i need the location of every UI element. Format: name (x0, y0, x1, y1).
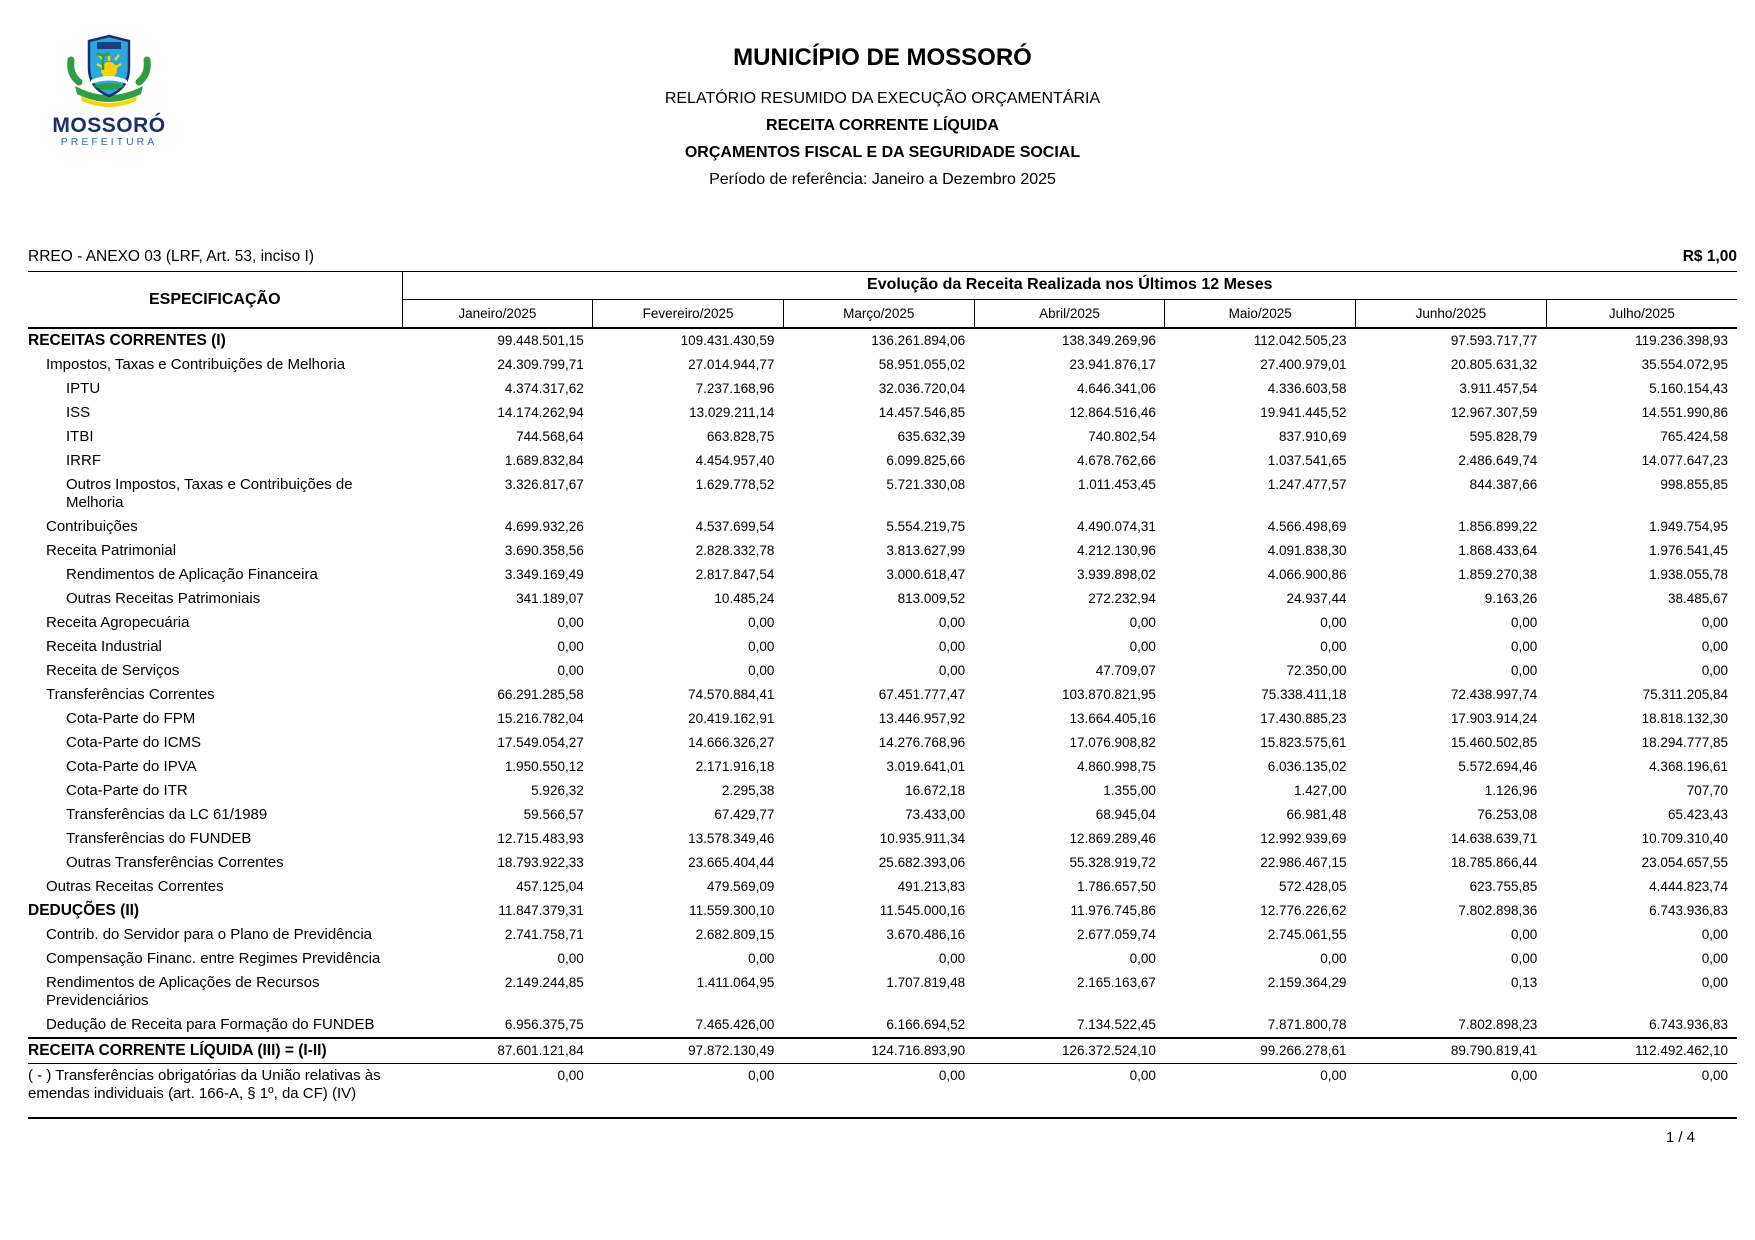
report-header (28, 28, 1737, 196)
value-cell: 66.291.285,58 (497, 687, 584, 702)
value-cell: 4.374.317,62 (504, 381, 584, 396)
value-cell: 1.629.778,52 (695, 477, 775, 492)
value-cell: 66.981,48 (1286, 807, 1347, 822)
value-cell: 7.802.898,36 (1458, 903, 1538, 918)
value-cell: 2.828.332,78 (695, 543, 775, 558)
value-cell: 9.163,26 (1484, 591, 1538, 606)
annex-label: RREO - ANEXO 03 (LRF, Art. 53, inciso I) (28, 248, 314, 265)
value-cell: 1.938.055,78 (1649, 567, 1728, 582)
row-label: Cota-Parte do ICMS (66, 734, 202, 751)
value-cell: 12.992.939,69 (1260, 831, 1347, 846)
value-cell: 99.448.501,15 (497, 333, 584, 348)
value-cell: 0,00 (1546, 1064, 1737, 1119)
value-cell: 2.295,38 (721, 783, 775, 798)
value-cell: 2.165.163,67 (1077, 975, 1156, 990)
value-cell: 15.216.782,04 (497, 711, 584, 726)
table-row (28, 659, 1737, 683)
month-column-header: Julho/2025 (1546, 300, 1737, 329)
title-block (28, 28, 1737, 193)
value-cell: 4.336.603,58 (1267, 381, 1347, 396)
page-number: 1 / 4 (1665, 1129, 1695, 1146)
value-cell: 0,00 (557, 639, 584, 654)
table-row (28, 539, 1737, 563)
row-label: IRRF (66, 452, 101, 469)
value-cell: 6.036.135,02 (1267, 759, 1347, 774)
value-cell: 11.976.745,86 (1070, 903, 1156, 918)
row-label: Dedução de Receita para Formação do FUNDEB (46, 1016, 375, 1033)
row-label: Cota-Parte do IPVA (66, 758, 197, 775)
value-cell: 5.926,32 (531, 783, 584, 798)
value-cell: 1.868.433,64 (1458, 543, 1538, 558)
value-cell: 7.237.168,96 (695, 381, 775, 396)
table-row (28, 515, 1737, 539)
value-cell: 1.689.832,84 (504, 453, 584, 468)
value-cell: 7.134.522,45 (1077, 1017, 1156, 1032)
value-cell: 112.492.462,10 (1546, 1038, 1737, 1064)
value-cell: 35.554.072,95 (1641, 357, 1728, 372)
value-cell: 73.433,00 (905, 807, 966, 822)
value-cell: 68.945,04 (1095, 807, 1156, 822)
value-cell: 55.328.919,72 (1069, 855, 1156, 870)
table-row (28, 635, 1737, 659)
value-cell: 0,00 (1510, 639, 1538, 654)
value-cell: 10.709.310,40 (1641, 831, 1728, 846)
value-cell: 2.741.758,71 (504, 927, 584, 942)
value-cell: 1.011.453,45 (1078, 477, 1156, 492)
value-cell: 38.485,67 (1667, 591, 1728, 606)
value-cell: 0,00 (1510, 615, 1538, 630)
value-cell: 0,00 (593, 1064, 784, 1119)
value-cell: 124.716.893,90 (783, 1038, 974, 1064)
value-cell: 3.019.641,01 (886, 759, 966, 774)
value-cell: 3.349.169,49 (504, 567, 584, 582)
value-cell: 126.372.524,10 (974, 1038, 1165, 1064)
table-row (28, 755, 1737, 779)
row-label: DEDUÇÕES (II) (28, 902, 140, 919)
table-row (28, 587, 1737, 611)
value-cell: 0,00 (1701, 927, 1728, 942)
value-cell: 87.601.121,84 (402, 1038, 593, 1064)
value-cell: 18.793.922,33 (497, 855, 584, 870)
value-cell: 1.949.754,95 (1649, 519, 1728, 534)
value-cell: 2.745.061,55 (1267, 927, 1347, 942)
value-cell: 27.014.944,77 (688, 357, 775, 372)
value-cell: 14.666.326,27 (688, 735, 775, 750)
currency-unit-label: R$ 1,00 (1682, 248, 1737, 265)
table-row (28, 683, 1737, 707)
row-label: Receita Patrimonial (46, 542, 177, 559)
value-cell: 99.266.278,61 (1165, 1038, 1356, 1064)
value-cell: 3.939.898,02 (1077, 567, 1156, 582)
row-label: Impostos, Taxas e Contribuições de Melhoria (46, 356, 346, 373)
value-cell: 11.545.000,16 (879, 903, 966, 918)
value-cell: 0,00 (557, 951, 584, 966)
value-cell: 14.551.990,86 (1641, 405, 1728, 420)
value-cell: 707,70 (1686, 783, 1728, 798)
city-logo (44, 30, 174, 149)
value-cell: 2.171.916,18 (695, 759, 775, 774)
value-cell: 0,00 (1510, 663, 1538, 678)
value-cell: 13.578.349,46 (688, 831, 775, 846)
value-cell: 25.682.393,06 (878, 855, 966, 870)
month-column-header: Abril/2025 (974, 300, 1165, 329)
row-label: RECEITAS CORRENTES (I) (28, 332, 226, 349)
table-row (28, 803, 1737, 827)
row-label: Transferências da LC 61/1989 (66, 806, 268, 823)
value-cell: 1.786.657,50 (1077, 879, 1156, 894)
value-cell: 13.029.211,14 (689, 405, 775, 420)
value-cell: 491.213,83 (897, 879, 966, 894)
value-cell: 1.859.270,38 (1458, 567, 1538, 582)
logo-city-name: MOSSORÓ (52, 114, 166, 137)
row-label: IPTU (66, 380, 101, 397)
value-cell: 72.438.997,74 (1450, 687, 1538, 702)
value-cell: 0,00 (1701, 663, 1728, 678)
value-cell: 663.828,75 (706, 429, 775, 444)
value-cell: 0,00 (938, 615, 966, 630)
table-row (28, 563, 1737, 587)
value-cell: 0,00 (1129, 951, 1156, 966)
row-label: Contrib. do Servidor para o Plano de Previdência (46, 926, 373, 943)
value-cell: 0,00 (402, 1064, 593, 1119)
value-cell: 103.870.821,95 (1062, 687, 1156, 702)
table-row (28, 328, 1737, 353)
value-cell: 75.338.411,18 (1261, 687, 1347, 702)
reference-period: Período de referência: Janeiro a Dezembro 2025 (709, 171, 1056, 188)
value-cell: 22.986.467,15 (1260, 855, 1347, 870)
table-row (28, 1038, 1737, 1064)
value-cell: 0,00 (1320, 639, 1347, 654)
value-cell: 17.549.054,27 (497, 735, 584, 750)
revenue-evolution-table (28, 271, 1737, 1119)
table-header-row-group (28, 272, 1737, 300)
value-cell: 18.785.866,44 (1450, 855, 1538, 870)
value-cell: 17.430.885,23 (1260, 711, 1347, 726)
value-cell: 74.570.884,41 (688, 687, 775, 702)
month-column-header: Janeiro/2025 (402, 300, 593, 329)
month-column-header: Maio/2025 (1165, 300, 1356, 329)
row-label: ISS (66, 404, 91, 421)
value-cell: 0,00 (938, 639, 966, 654)
value-cell: 0,00 (557, 663, 584, 678)
row-label: Outras Receitas Patrimoniais (66, 590, 261, 607)
value-cell: 1.037.541,65 (1267, 453, 1347, 468)
value-cell: 4.646.341,06 (1077, 381, 1156, 396)
value-cell: 24.937,44 (1286, 591, 1347, 606)
value-cell: 740.802,54 (1088, 429, 1156, 444)
page-title: MUNICÍPIO DE MOSSORÓ (733, 44, 1032, 71)
value-cell: 0,00 (974, 1064, 1165, 1119)
report-subtitle-2: ORÇAMENTOS FISCAL E DA SEGURIDADE SOCIAL (684, 144, 1081, 161)
value-cell: 7.871.800,78 (1267, 1017, 1347, 1032)
table-row (28, 947, 1737, 971)
value-cell: 0,00 (1701, 615, 1728, 630)
value-cell: 14.457.546,85 (878, 405, 966, 420)
value-cell: 1.707.819,48 (886, 975, 966, 990)
month-column-header: Fevereiro/2025 (593, 300, 784, 329)
value-cell: 7.802.898,23 (1458, 1017, 1538, 1032)
report-title: RELATÓRIO RESUMIDO DA EXECUÇÃO ORÇAMENTÁRIA (664, 90, 1101, 107)
row-label: Cota-Parte do ITR (66, 782, 188, 799)
value-cell: 17.076.908,82 (1069, 735, 1156, 750)
value-cell: 12.864.516,46 (1069, 405, 1156, 420)
value-cell: 0,00 (1701, 951, 1728, 966)
value-cell: 11.847.379,31 (498, 903, 584, 918)
value-cell: 58.951.055,02 (878, 357, 966, 372)
value-cell: 1.856.899,22 (1458, 519, 1538, 534)
value-cell: 4.091.838,30 (1267, 543, 1347, 558)
value-cell: 18.294.777,85 (1641, 735, 1728, 750)
row-label: Outras Receitas Correntes (46, 878, 224, 895)
value-cell: 3.326.817,67 (504, 477, 584, 492)
value-cell: 813.009,52 (897, 591, 966, 606)
value-cell: 18.818.132,30 (1641, 711, 1728, 726)
value-cell: 97.872.130,49 (593, 1038, 784, 1064)
value-cell: 998.855,85 (1660, 477, 1728, 492)
table-row (28, 827, 1737, 851)
value-cell: 0,00 (748, 639, 775, 654)
value-cell: 1.126,96 (1484, 783, 1538, 798)
value-cell: 20.419.162,91 (688, 711, 775, 726)
value-cell: 4.860.998,75 (1077, 759, 1156, 774)
report-subtitle-1: RECEITA CORRENTE LÍQUIDA (766, 117, 999, 134)
value-cell: 89.790.819,41 (1356, 1038, 1547, 1064)
value-cell: 4.678.762,66 (1077, 453, 1156, 468)
row-label: Transferências do FUNDEB (66, 830, 252, 847)
row-label: ( - ) Transferências obrigatórias da União relativas às emendas individuais (art. 166-A, § 1º, da CF) (IV) (28, 1064, 402, 1119)
value-cell: 635.632,39 (897, 429, 966, 444)
value-cell: 11.559.300,10 (689, 903, 775, 918)
row-label: Receita Agropecuária (46, 614, 190, 631)
value-cell: 24.309.799,71 (497, 357, 584, 372)
value-cell: 1.950.550,12 (504, 759, 584, 774)
value-cell: 0,00 (1510, 927, 1538, 942)
value-cell: 272.232,94 (1088, 591, 1156, 606)
value-cell: 12.776.226,62 (1260, 903, 1347, 918)
row-label: Cota-Parte do FPM (66, 710, 196, 727)
table-row (28, 707, 1737, 731)
value-cell: 17.903.914,24 (1450, 711, 1538, 726)
value-cell: 0,00 (1701, 975, 1728, 990)
value-cell: 844.387,66 (1469, 477, 1538, 492)
value-cell: 4.444.823,74 (1649, 879, 1728, 894)
logo-subtitle: PREFEITURA (60, 136, 158, 148)
value-cell: 76.253,08 (1477, 807, 1538, 822)
table-row (28, 473, 1737, 515)
value-cell: 67.429,77 (714, 807, 775, 822)
value-cell: 119.236.398,93 (1635, 333, 1728, 348)
value-cell: 1.976.541,45 (1649, 543, 1728, 558)
value-cell: 765.424,58 (1660, 429, 1728, 444)
value-cell: 4.537.699,54 (695, 519, 775, 534)
table-row (28, 1013, 1737, 1038)
table-row (28, 851, 1737, 875)
spec-column-header: ESPECIFICAÇÃO (28, 272, 402, 329)
value-cell: 0,00 (1129, 615, 1156, 630)
value-cell: 19.941.445,52 (1260, 405, 1347, 420)
table-row (28, 875, 1737, 899)
table-row (28, 779, 1737, 803)
value-cell: 0,00 (1320, 951, 1347, 966)
value-cell: 744.568,64 (516, 429, 584, 444)
value-cell: 0,00 (938, 663, 966, 678)
table-row (28, 971, 1737, 1013)
value-cell: 2.486.649,74 (1458, 453, 1538, 468)
value-cell: 20.805.631,32 (1450, 357, 1538, 372)
row-label: Outros Impostos, Taxas e Contribuições de Melhoria (66, 476, 353, 511)
value-cell: 12.869.289,46 (1069, 831, 1156, 846)
value-cell: 4.066.900,86 (1267, 567, 1347, 582)
value-cell: 5.572.694,46 (1458, 759, 1538, 774)
value-cell: 12.967.307,59 (1450, 405, 1538, 420)
table-row (28, 611, 1737, 635)
value-cell: 2.677.059,74 (1077, 927, 1156, 942)
table-row (28, 923, 1737, 947)
table-row (28, 731, 1737, 755)
value-cell: 623.755,85 (1469, 879, 1538, 894)
mossoro-crest-icon (57, 30, 161, 116)
row-label: Rendimentos de Aplicação Financeira (66, 566, 318, 583)
value-cell: 4.454.957,40 (695, 453, 775, 468)
value-cell: 0,00 (748, 615, 775, 630)
value-cell: 14.276.768,96 (878, 735, 966, 750)
value-cell: 72.350,00 (1286, 663, 1347, 678)
value-cell: 3.000.618,47 (886, 567, 966, 582)
value-cell: 0,13 (1510, 975, 1538, 990)
value-cell: 75.311.205,84 (1642, 687, 1728, 702)
row-label: RECEITA CORRENTE LÍQUIDA (III) = (I-II) (28, 1038, 402, 1064)
value-cell: 2.159.364,29 (1267, 975, 1347, 990)
table-row (28, 1064, 1737, 1119)
value-cell: 595.828,79 (1469, 429, 1538, 444)
value-cell: 13.664.405,16 (1069, 711, 1156, 726)
value-cell: 4.212.130,96 (1077, 543, 1156, 558)
value-cell: 1.355,00 (1103, 783, 1156, 798)
table-meta-row (28, 248, 1737, 271)
value-cell: 572.428,05 (1278, 879, 1347, 894)
value-cell: 2.149.244,85 (504, 975, 584, 990)
value-cell: 23.941.876,17 (1069, 357, 1156, 372)
row-label: Receita Industrial (46, 638, 162, 655)
value-cell: 6.956.375,75 (504, 1017, 584, 1032)
value-cell: 16.672,18 (905, 783, 966, 798)
value-cell: 12.715.483,93 (497, 831, 584, 846)
value-cell: 4.368.196,61 (1649, 759, 1728, 774)
value-cell: 97.593.717,77 (1450, 333, 1538, 348)
value-cell: 14.077.647,23 (1641, 453, 1728, 468)
value-cell: 3.813.627,99 (886, 543, 966, 558)
value-cell: 6.099.825,66 (886, 453, 966, 468)
value-cell: 0,00 (748, 951, 775, 966)
value-cell: 1.427,00 (1293, 783, 1347, 798)
value-cell: 15.460.502,85 (1450, 735, 1538, 750)
value-cell: 837.910,69 (1278, 429, 1347, 444)
value-cell: 4.699.932,26 (504, 519, 584, 534)
value-cell: 5.554.219,75 (886, 519, 966, 534)
value-cell: 479.569,09 (706, 879, 775, 894)
value-cell: 4.490.074,31 (1077, 519, 1156, 534)
value-cell: 1.411.064,95 (696, 975, 775, 990)
value-cell: 457.125,04 (516, 879, 584, 894)
table-row (28, 353, 1737, 377)
value-cell: 6.166.694,52 (886, 1017, 966, 1032)
value-cell: 27.400.979,01 (1260, 357, 1347, 372)
value-cell: 6.743.936,83 (1649, 1017, 1728, 1032)
value-cell: 4.566.498,69 (1267, 519, 1347, 534)
evolution-group-header: Evolução da Receita Realizada nos Últimos 12 Meses (402, 272, 1737, 300)
value-cell: 3.911.457,54 (1459, 381, 1538, 396)
value-cell: 14.638.639,71 (1450, 831, 1538, 846)
value-cell: 0,00 (1165, 1064, 1356, 1119)
row-label: Transferências Correntes (46, 686, 215, 703)
value-cell: 109.431.430,59 (680, 333, 775, 348)
row-label: Contribuições (46, 518, 138, 535)
value-cell: 0,00 (748, 663, 775, 678)
value-cell: 10.935.911,34 (879, 831, 966, 846)
value-cell: 136.261.894,06 (871, 333, 966, 348)
value-cell: 0,00 (1129, 639, 1156, 654)
row-label: Outras Transferências Correntes (66, 854, 284, 871)
row-label: Compensação Financ. entre Regimes Previdência (46, 950, 381, 967)
month-column-header: Junho/2025 (1356, 300, 1547, 329)
value-cell: 0,00 (1356, 1064, 1547, 1119)
value-cell: 67.451.777,47 (878, 687, 966, 702)
table-row (28, 401, 1737, 425)
value-cell: 1.247.477,57 (1267, 477, 1347, 492)
value-cell: 0,00 (783, 1064, 974, 1119)
value-cell: 7.465.426,00 (695, 1017, 775, 1032)
value-cell: 2.817.847,54 (695, 567, 775, 582)
row-label: ITBI (66, 428, 94, 445)
value-cell: 138.349.269,96 (1062, 333, 1156, 348)
value-cell: 23.054.657,55 (1641, 855, 1728, 870)
value-cell: 6.743.936,83 (1649, 903, 1728, 918)
value-cell: 32.036.720,04 (878, 381, 966, 396)
value-cell: 3.690.358,56 (504, 543, 584, 558)
value-cell: 0,00 (557, 615, 584, 630)
month-column-header: Março/2025 (783, 300, 974, 329)
value-cell: 47.709,07 (1095, 663, 1156, 678)
row-label: Rendimentos de Aplicações de Recursos Previdenciários (46, 974, 320, 1009)
value-cell: 341.189,07 (516, 591, 584, 606)
value-cell: 0,00 (1510, 951, 1538, 966)
table-row (28, 425, 1737, 449)
value-cell: 23.665.404,44 (688, 855, 775, 870)
value-cell: 3.670.486,16 (886, 927, 966, 942)
value-cell: 5.721.330,08 (886, 477, 966, 492)
value-cell: 65.423,43 (1667, 807, 1728, 822)
value-cell: 10.485,24 (714, 591, 775, 606)
value-cell: 13.446.957,92 (878, 711, 966, 726)
table-row (28, 449, 1737, 473)
value-cell: 2.682.809,15 (695, 927, 775, 942)
row-label: Receita de Serviços (46, 662, 180, 679)
value-cell: 15.823.575,61 (1260, 735, 1347, 750)
value-cell: 112.042.505,23 (1253, 333, 1347, 348)
value-cell: 5.160.154,43 (1649, 381, 1728, 396)
value-cell: 0,00 (1701, 639, 1728, 654)
table-row (28, 899, 1737, 923)
table-row (28, 377, 1737, 401)
value-cell: 59.566,57 (523, 807, 584, 822)
value-cell: 0,00 (1320, 615, 1347, 630)
value-cell: 0,00 (938, 951, 966, 966)
value-cell: 14.174.262,94 (497, 405, 584, 420)
